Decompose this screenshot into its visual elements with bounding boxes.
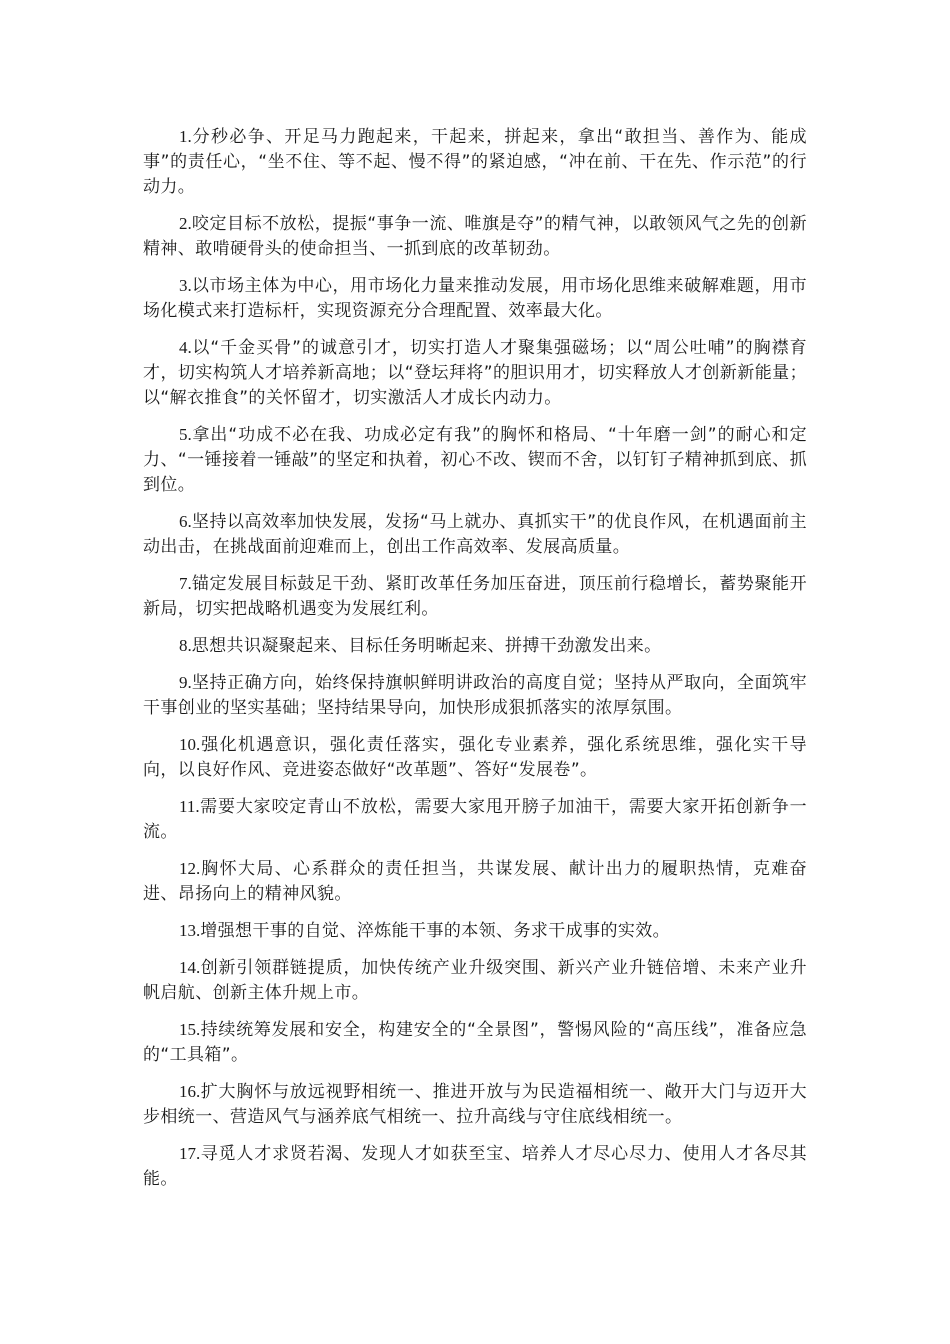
paragraph-text: 思想共识凝聚起来、目标任务明晰起来、拼搏干劲激发出来。 (191, 636, 662, 656)
paragraph-text: 增强想干事的自觉、淬炼能干事的本领、务求干成事的实效。 (200, 921, 671, 941)
paragraph-number: 15. (179, 1020, 201, 1039)
paragraph-text: 以市场主体为中心，用市场化力量来推动发展，用市场化思维来破解难题，用市场化模式来打造标杆，实现资源充分合理配置、效率最大化。 (143, 276, 807, 321)
paragraph-text: 扩大胸怀与放远视野相统一、推进开放与为民造福相统一、敞开大门与迈开大步相统一、营造风气与涵养底气相统一、拉升高线与守住底线相统一。 (143, 1082, 807, 1127)
paragraph-text: 强化机遇意识，强化责任落实，强化专业素养，强化系统思维，强化实干导向，以良好作风、竞进姿态做好“改革题”、答好“发展卷”。 (143, 735, 807, 780)
paragraph-text: 需要大家咬定青山不放松，需要大家甩开膀子加油干，需要大家开拓创新争一流。 (143, 797, 807, 842)
numbered-paragraph-6 (143, 509, 807, 560)
paragraph-number: 9. (179, 673, 192, 692)
paragraph-number: 3. (179, 276, 192, 295)
paragraph-text: 坚持以高效率加快发展，发扬“马上就办、真抓实干”的优良作风，在机遇面前主动出击，在挑战面前迎难而上，创出工作高效率、发展高质量。 (143, 512, 807, 557)
paragraph-number: 11. (179, 797, 200, 816)
document-body (143, 124, 807, 1203)
numbered-paragraph-9 (143, 670, 807, 721)
paragraph-text: 咬定目标不放松，提振“事争一流、唯旗是夺”的精气神，以敢领风气之先的创新精神、敢啃硬骨头的使命担当、一抓到底的改革韧劲。 (143, 214, 807, 259)
paragraph-number: 12. (179, 859, 201, 878)
numbered-paragraph-13 (143, 918, 807, 944)
numbered-paragraph-7 (143, 571, 807, 622)
numbered-paragraph-1 (143, 124, 807, 200)
paragraph-number: 5. (179, 425, 192, 444)
paragraph-number: 10. (179, 735, 201, 754)
numbered-paragraph-5 (143, 422, 807, 498)
numbered-paragraph-3 (143, 273, 807, 324)
paragraph-number: 4. (179, 338, 192, 357)
numbered-paragraph-14 (143, 955, 807, 1006)
paragraph-text: 持续统筹发展和安全，构建安全的“全景图”，警惕风险的“高压线”，准备应急的“工具箱”。 (143, 1020, 807, 1065)
paragraph-number: 17. (179, 1144, 201, 1163)
numbered-paragraph-12 (143, 856, 807, 907)
paragraph-number: 7. (179, 574, 192, 593)
paragraph-number: 16. (179, 1082, 201, 1101)
paragraph-number: 14. (179, 958, 201, 977)
numbered-paragraph-4 (143, 335, 807, 411)
paragraph-text: 拿出“功成不必在我、功成必定有我”的胸怀和格局、“十年磨一剑”的耐心和定力、“一锤接着一锤敲”的坚定和执着，初心不改、锲而不舍，以钉钉子精神抓到底、抓到位。 (143, 425, 807, 495)
paragraph-text: 锚定发展目标鼓足干劲、紧盯改革任务加压奋进，顶压前行稳增长，蓄势聚能开新局，切实把战略机遇变为发展红利。 (143, 574, 807, 619)
paragraph-text: 分秒必争、开足马力跑起来，干起来，拼起来，拿出“敢担当、善作为、能成事”的责任心，“坐不住、等不起、慢不得”的紧迫感，“冲在前、干在先、作示范”的行动力。 (143, 127, 807, 197)
numbered-paragraph-2 (143, 211, 807, 262)
paragraph-number: 8. (179, 636, 192, 655)
numbered-paragraph-8 (143, 633, 807, 659)
paragraph-number: 2. (179, 214, 192, 233)
paragraph-number: 6. (179, 512, 192, 531)
paragraph-number: 13. (179, 921, 201, 940)
numbered-paragraph-17 (143, 1141, 807, 1192)
paragraph-text: 寻觅人才求贤若渴、发现人才如获至宝、培养人才尽心尽力、使用人才各尽其能。 (143, 1144, 807, 1189)
paragraph-text: 胸怀大局、心系群众的责任担当，共谋发展、献计出力的履职热情，克难奋进、昂扬向上的精神风貌。 (143, 859, 807, 904)
paragraph-number: 1. (179, 127, 192, 146)
paragraph-text: 坚持正确方向，始终保持旗帜鲜明讲政治的高度自觉；坚持从严取向，全面筑牢干事创业的坚实基础；坚持结果导向，加快形成狠抓落实的浓厚氛围。 (143, 673, 807, 718)
numbered-paragraph-10 (143, 732, 807, 783)
paragraph-text: 以“千金买骨”的诚意引才，切实打造人才聚集强磁场；以“周公吐哺”的胸襟育才，切实构筑人才培养新高地；以“登坛拜将”的胆识用才，切实释放人才创新新能量；以“解衣推食”的关怀留才，切实激活人才成长内动力。 (143, 338, 807, 408)
numbered-paragraph-16 (143, 1079, 807, 1130)
numbered-paragraph-11 (143, 794, 807, 845)
paragraph-text: 创新引领群链提质，加快传统产业升级突围、新兴产业升链倍增、未来产业升帆启航、创新主体升规上市。 (143, 958, 807, 1003)
numbered-paragraph-15 (143, 1017, 807, 1068)
